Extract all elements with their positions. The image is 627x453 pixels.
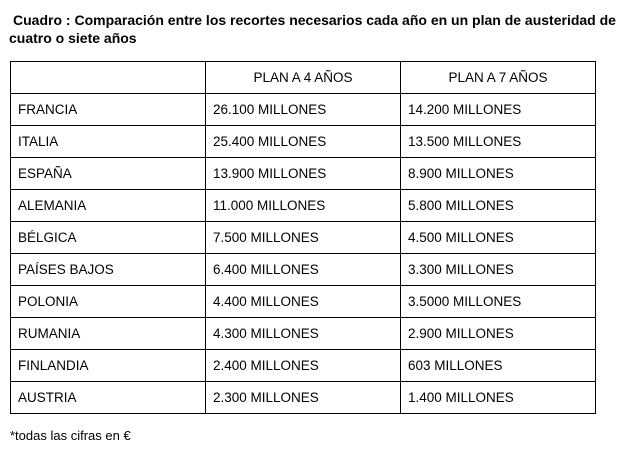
header-country (11, 62, 206, 94)
country-cell: RUMANIA (11, 318, 206, 350)
plan-7-cell: 3.5000 MILLONES (401, 286, 596, 318)
header-plan-7-years: PLAN A 7 AÑOS (401, 62, 596, 94)
header-plan-4-years: PLAN A 4 AÑOS (206, 62, 401, 94)
table-row (11, 190, 596, 222)
plan-7-cell: 2.900 MILLONES (401, 318, 596, 350)
document-title: Cuadro : Comparación entre los recortes necesarios cada año en un plan de austeridad de cuatro o siete años (9, 12, 616, 46)
plan-7-cell: 8.900 MILLONES (401, 158, 596, 190)
plan-4-cell: 25.400 MILLONES (206, 126, 401, 158)
plan-4-cell: 6.400 MILLONES (206, 254, 401, 286)
plan-4-cell: 26.100 MILLONES (206, 94, 401, 126)
country-cell: ESPAÑA (11, 158, 206, 190)
table-row (11, 350, 596, 382)
title-text: Comparación entre los recortes necesarios cada año en un plan de austeridad de cuatro o siete años (9, 12, 616, 46)
plan-4-cell: 4.400 MILLONES (206, 286, 401, 318)
table-row (11, 254, 596, 286)
country-cell: ALEMANIA (11, 190, 206, 222)
country-cell: POLONIA (11, 286, 206, 318)
plan-7-cell: 4.500 MILLONES (401, 222, 596, 254)
table-header-row (11, 62, 596, 94)
plan-4-cell: 7.500 MILLONES (206, 222, 401, 254)
table-row (11, 126, 596, 158)
plan-4-cell: 11.000 MILLONES (206, 190, 401, 222)
plan-7-cell: 3.300 MILLONES (401, 254, 596, 286)
country-cell: BÉLGICA (11, 222, 206, 254)
plan-4-cell: 13.900 MILLONES (206, 158, 401, 190)
country-cell: PAÍSES BAJOS (11, 254, 206, 286)
plan-7-cell: 603 MILLONES (401, 350, 596, 382)
footnote: *todas las cifras en € (10, 428, 131, 443)
austerity-table (10, 61, 596, 414)
title-label: Cuadro (13, 12, 62, 28)
plan-7-cell: 13.500 MILLONES (401, 126, 596, 158)
plan-7-cell: 5.800 MILLONES (401, 190, 596, 222)
table-row (11, 286, 596, 318)
plan-7-cell: 14.200 MILLONES (401, 94, 596, 126)
country-cell: FRANCIA (11, 94, 206, 126)
plan-4-cell: 2.300 MILLONES (206, 382, 401, 414)
country-cell: ITALIA (11, 126, 206, 158)
country-cell: AUSTRIA (11, 382, 206, 414)
table-row (11, 318, 596, 350)
country-cell: FINLANDIA (11, 350, 206, 382)
plan-4-cell: 4.300 MILLONES (206, 318, 401, 350)
table-row (11, 382, 596, 414)
table-row (11, 222, 596, 254)
table-row (11, 158, 596, 190)
plan-4-cell: 2.400 MILLONES (206, 350, 401, 382)
plan-7-cell: 1.400 MILLONES (401, 382, 596, 414)
table-row (11, 94, 596, 126)
